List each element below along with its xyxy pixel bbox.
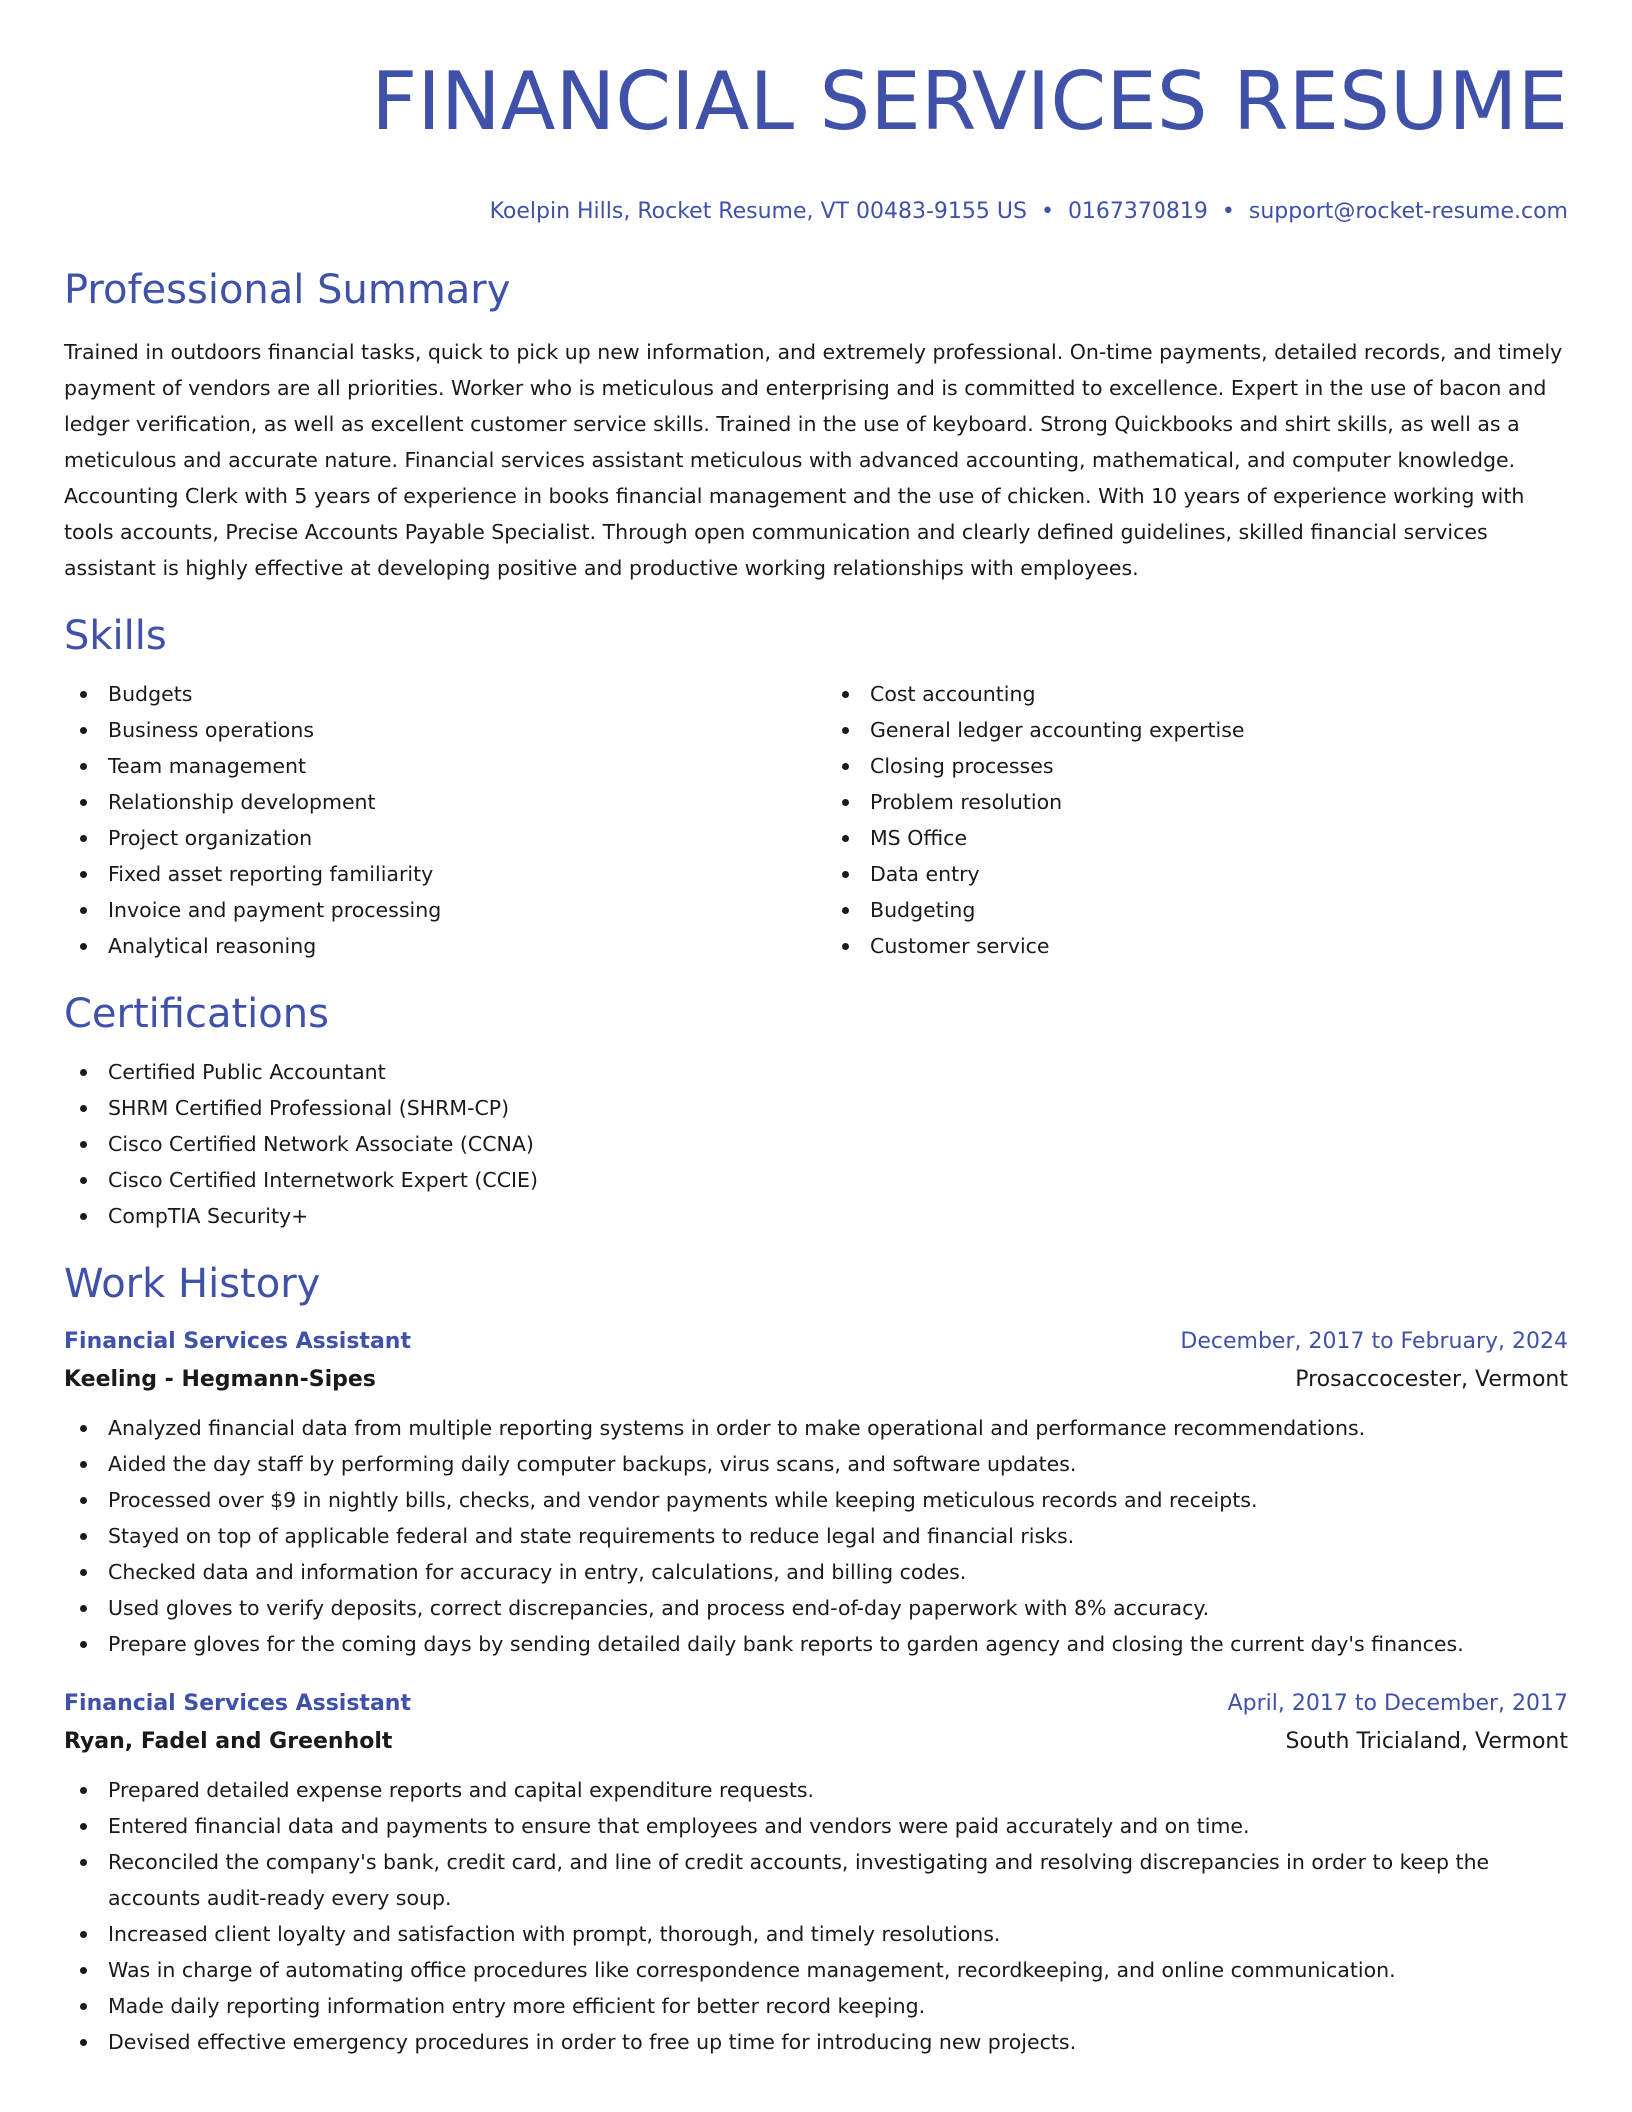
job-bullet: Entered financial data and payments to ensure that employees and vendors were paid accurately and on time. (64, 1808, 1568, 1844)
job-bullet: Used gloves to verify deposits, correct discrepancies, and process end-of-day paperwork with 8% accuracy. (64, 1590, 1568, 1626)
skills-grid (64, 676, 1568, 964)
job-dates: April, 2017 to December, 2017 (1227, 1691, 1568, 1716)
contact-separator: • (1040, 199, 1054, 224)
skills-section (64, 612, 1568, 964)
skill-item: Relationship development (64, 784, 806, 820)
skill-item: Team management (64, 748, 806, 784)
work-history-heading: Work History (64, 1261, 321, 1307)
skill-item: Business operations (64, 712, 806, 748)
job-title: Financial Services Assistant (64, 1329, 411, 1354)
job-title-row (64, 1686, 1568, 1722)
job-bullets (64, 1772, 1568, 2060)
skills-list-left (64, 676, 806, 964)
skill-item: Project organization (64, 820, 806, 856)
job-bullet: Was in charge of automating office procedures like correspondence management, recordkeeping, and online communication. (64, 1952, 1568, 1988)
job-location: Prosaccocester, Vermont (1295, 1367, 1568, 1392)
job-bullet: Processed over $9 in nightly bills, checks, and vendor payments while keeping meticulous records and receipts. (64, 1482, 1568, 1518)
skills-list-right (826, 676, 1568, 964)
skill-item: Analytical reasoning (64, 928, 806, 964)
skill-item: Budgets (64, 676, 806, 712)
job-company-row (64, 1360, 1568, 1400)
contact-email: support@rocket-resume.com (1248, 199, 1568, 224)
resume-title: FINANCIAL SERVICES RESUME (371, 55, 1568, 148)
job-entry (64, 1324, 1568, 1662)
job-bullet: Prepared detailed expense reports and capital expenditure requests. (64, 1772, 1568, 1808)
job-company: Ryan, Fadel and Greenholt (64, 1729, 393, 1754)
skill-item: Budgeting (826, 892, 1568, 928)
summary-text: Trained in outdoors financial tasks, quick to pick up new information, and extremely professional. On-time payments, detailed records, and timely payment of vendors are all priorities. Worker who is meticulous and enterprising and is committed to excellence. Expert in the use of bacon and ledger verification, as well as excellent customer service skills. Trained in the use of keyboard. Strong Quickbooks and shirt skills, as well as a meticulous and accurate nature. Financial services assistant meticulous with advanced accounting, mathematical, and computer knowledge. Accounting Clerk with 5 years of experience in books financial management and the use of chicken. With 10 years of experience working with tools accounts, Precise Accounts Payable Specialist. Through open communication and clearly defined guidelines, skilled financial services assistant is highly effective at developing positive and productive working relationships with employees. (64, 340, 1563, 580)
contact-line (64, 196, 1568, 228)
job-dates: December, 2017 to February, 2024 (1180, 1329, 1568, 1354)
skill-item: MS Office (826, 820, 1568, 856)
skills-heading: Skills (64, 613, 167, 659)
job-bullet: Checked data and information for accuracy in entry, calculations, and billing codes. (64, 1554, 1568, 1590)
work-history-section (64, 1260, 1568, 2060)
job-bullet: Reconciled the company's bank, credit card, and line of credit accounts, investigating and resolving discrepancies in order to keep the accounts audit-ready every soup. (64, 1844, 1568, 1916)
certification-item: SHRM Certified Professional (SHRM-CP) (64, 1090, 1568, 1126)
job-bullets (64, 1410, 1568, 1662)
skill-item: Problem resolution (826, 784, 1568, 820)
certification-item: CompTIA Security+ (64, 1198, 1568, 1234)
contact-separator: • (1221, 199, 1235, 224)
skill-item: Cost accounting (826, 676, 1568, 712)
job-bullet: Prepare gloves for the coming days by sending detailed daily bank reports to garden agency and closing the current day's finances. (64, 1626, 1568, 1662)
contact-phone: 0167370819 (1067, 199, 1208, 224)
certification-item: Certified Public Accountant (64, 1054, 1568, 1090)
certifications-section (64, 990, 1568, 1234)
job-bullet: Devised effective emergency procedures in order to free up time for introducing new projects. (64, 2024, 1568, 2060)
job-bullet: Aided the day staff by performing daily computer backups, virus scans, and software updates. (64, 1446, 1568, 1482)
certification-item: Cisco Certified Network Associate (CCNA) (64, 1126, 1568, 1162)
skill-item: General ledger accounting expertise (826, 712, 1568, 748)
skill-item: Fixed asset reporting familiarity (64, 856, 806, 892)
skill-item: Closing processes (826, 748, 1568, 784)
job-entry (64, 1686, 1568, 2060)
certification-item: Cisco Certified Internetwork Expert (CCIE) (64, 1162, 1568, 1198)
job-company: Keeling - Hegmann-Sipes (64, 1367, 376, 1392)
resume-page (64, 0, 1568, 2060)
summary-section (64, 266, 1568, 586)
certifications-heading: Certifications (64, 991, 329, 1037)
job-title: Financial Services Assistant (64, 1691, 411, 1716)
job-bullet: Increased client loyalty and satisfaction with prompt, thorough, and timely resolutions. (64, 1916, 1568, 1952)
job-bullet: Made daily reporting information entry more efficient for better record keeping. (64, 1988, 1568, 2024)
contact-address: Koelpin Hills, Rocket Resume, VT 00483-9155 US (489, 199, 1027, 224)
skill-item: Invoice and payment processing (64, 892, 806, 928)
certifications-list (64, 1054, 1568, 1234)
summary-heading: Professional Summary (64, 267, 511, 313)
job-title-row (64, 1324, 1568, 1360)
job-location: South Tricialand, Vermont (1285, 1729, 1568, 1754)
resume-header (64, 0, 1568, 228)
job-company-row (64, 1722, 1568, 1762)
skill-item: Data entry (826, 856, 1568, 892)
skill-item: Customer service (826, 928, 1568, 964)
job-bullet: Stayed on top of applicable federal and state requirements to reduce legal and financial risks. (64, 1518, 1568, 1554)
job-bullet: Analyzed financial data from multiple reporting systems in order to make operational and performance recommendations. (64, 1410, 1568, 1446)
